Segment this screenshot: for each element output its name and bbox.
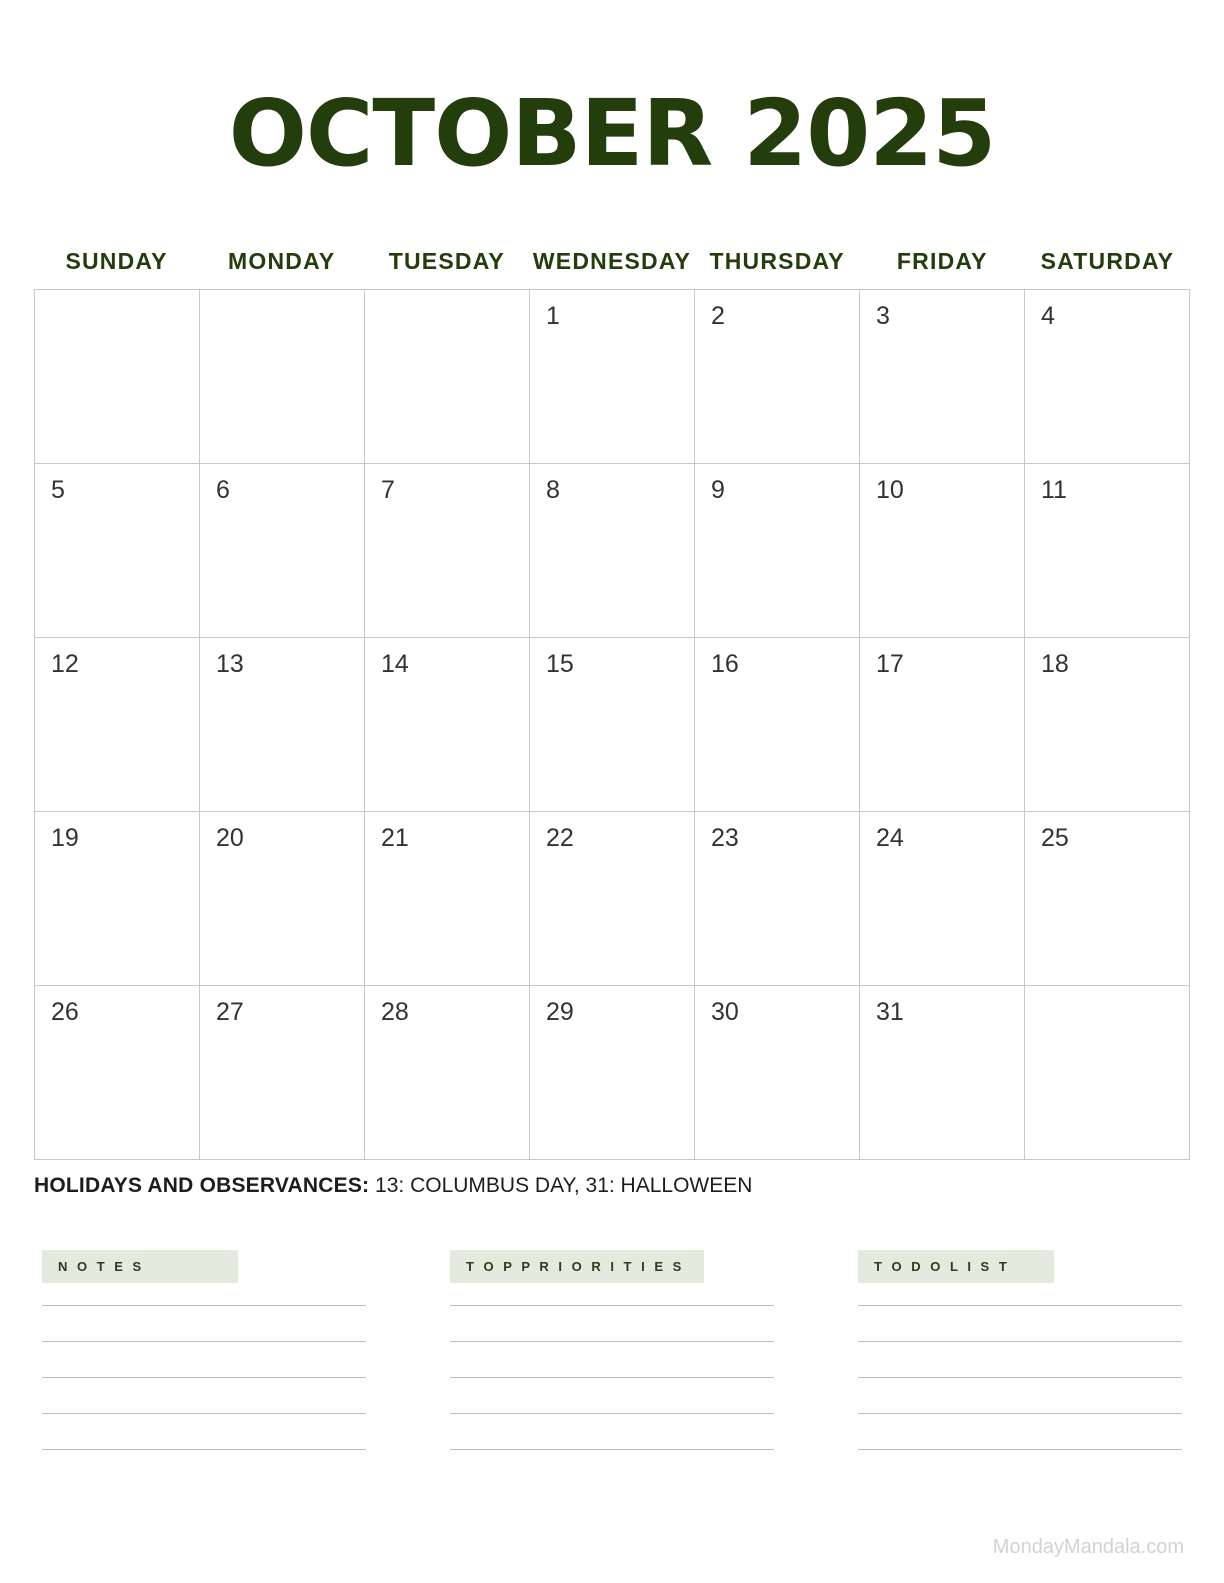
holidays-value: 13: COLUMBUS DAY, 31: HALLOWEEN [369, 1174, 753, 1197]
write-line[interactable] [42, 1449, 366, 1450]
day-cell[interactable]: 12 [35, 638, 200, 812]
holidays-and-observances [34, 1174, 1190, 1198]
bottom-panels [42, 1250, 1182, 1485]
write-line[interactable] [858, 1449, 1182, 1450]
to-do-list-heading: T O D O L I S T [858, 1250, 1054, 1283]
write-line[interactable] [450, 1449, 774, 1450]
day-cell[interactable]: 1 [530, 290, 695, 464]
day-cell[interactable]: 15 [530, 638, 695, 812]
day-cell[interactable]: 8 [530, 464, 695, 638]
day-cell[interactable] [35, 290, 200, 464]
day-cell[interactable]: 25 [1025, 812, 1190, 986]
day-cell[interactable]: 6 [200, 464, 365, 638]
holidays-label: HOLIDAYS AND OBSERVANCES: [34, 1174, 370, 1197]
site-credit: MondayMandala.com [992, 1536, 1184, 1558]
weekday-thursday: THURSDAY [709, 248, 845, 274]
day-cell[interactable]: 10 [860, 464, 1025, 638]
day-cell[interactable]: 4 [1025, 290, 1190, 464]
day-cell[interactable] [200, 290, 365, 464]
day-cell[interactable]: 13 [200, 638, 365, 812]
day-cell[interactable] [365, 290, 530, 464]
write-line[interactable] [450, 1305, 774, 1306]
write-line[interactable] [42, 1377, 366, 1378]
day-cell[interactable]: 3 [860, 290, 1025, 464]
notes-heading: N O T E S [42, 1250, 238, 1283]
day-cell[interactable]: 17 [860, 638, 1025, 812]
day-cell[interactable]: 16 [695, 638, 860, 812]
weekday-sunday: SUNDAY [65, 248, 168, 274]
day-cell[interactable]: 24 [860, 812, 1025, 986]
weekday-saturday: SATURDAY [1040, 248, 1175, 274]
weekday-friday: FRIDAY [896, 248, 988, 274]
notes-panel [42, 1250, 366, 1485]
write-line[interactable] [42, 1413, 366, 1414]
day-cell[interactable] [1025, 986, 1190, 1160]
day-cell[interactable]: 27 [200, 986, 365, 1160]
day-cell[interactable]: 26 [35, 986, 200, 1160]
day-cell[interactable]: 9 [695, 464, 860, 638]
write-line[interactable] [450, 1377, 774, 1378]
top-priorities-panel [450, 1250, 774, 1485]
day-cell[interactable]: 7 [365, 464, 530, 638]
weekday-wednesday: WEDNESDAY [532, 248, 692, 274]
weekday-header-row [34, 180, 1190, 289]
page-title: OCTOBER 2025 [228, 80, 996, 187]
day-cell[interactable]: 23 [695, 812, 860, 986]
day-cell[interactable]: 14 [365, 638, 530, 812]
to-do-list-lines[interactable] [858, 1305, 1182, 1450]
day-cell[interactable]: 5 [35, 464, 200, 638]
write-line[interactable] [858, 1305, 1182, 1306]
notes-lines[interactable] [42, 1305, 366, 1450]
day-cell[interactable]: 20 [200, 812, 365, 986]
weekday-tuesday: TUESDAY [388, 248, 505, 274]
write-line[interactable] [450, 1341, 774, 1342]
top-priorities-heading: T O P P R I O R I T I E S [450, 1250, 704, 1283]
to-do-list-panel [858, 1250, 1182, 1485]
write-line[interactable] [858, 1377, 1182, 1378]
calendar-grid [34, 289, 1190, 1160]
day-cell[interactable]: 28 [365, 986, 530, 1160]
day-cell[interactable]: 18 [1025, 638, 1190, 812]
day-cell[interactable]: 29 [530, 986, 695, 1160]
top-priorities-lines[interactable] [450, 1305, 774, 1450]
write-line[interactable] [858, 1341, 1182, 1342]
day-cell[interactable]: 21 [365, 812, 530, 986]
day-cell[interactable]: 30 [695, 986, 860, 1160]
write-line[interactable] [42, 1341, 366, 1342]
write-line[interactable] [858, 1413, 1182, 1414]
day-cell[interactable]: 11 [1025, 464, 1190, 638]
day-cell[interactable]: 19 [35, 812, 200, 986]
day-cell[interactable]: 2 [695, 290, 860, 464]
write-line[interactable] [450, 1413, 774, 1414]
weekday-monday: MONDAY [228, 248, 336, 274]
day-cell[interactable]: 31 [860, 986, 1025, 1160]
write-line[interactable] [42, 1305, 366, 1306]
day-cell[interactable]: 22 [530, 812, 695, 986]
